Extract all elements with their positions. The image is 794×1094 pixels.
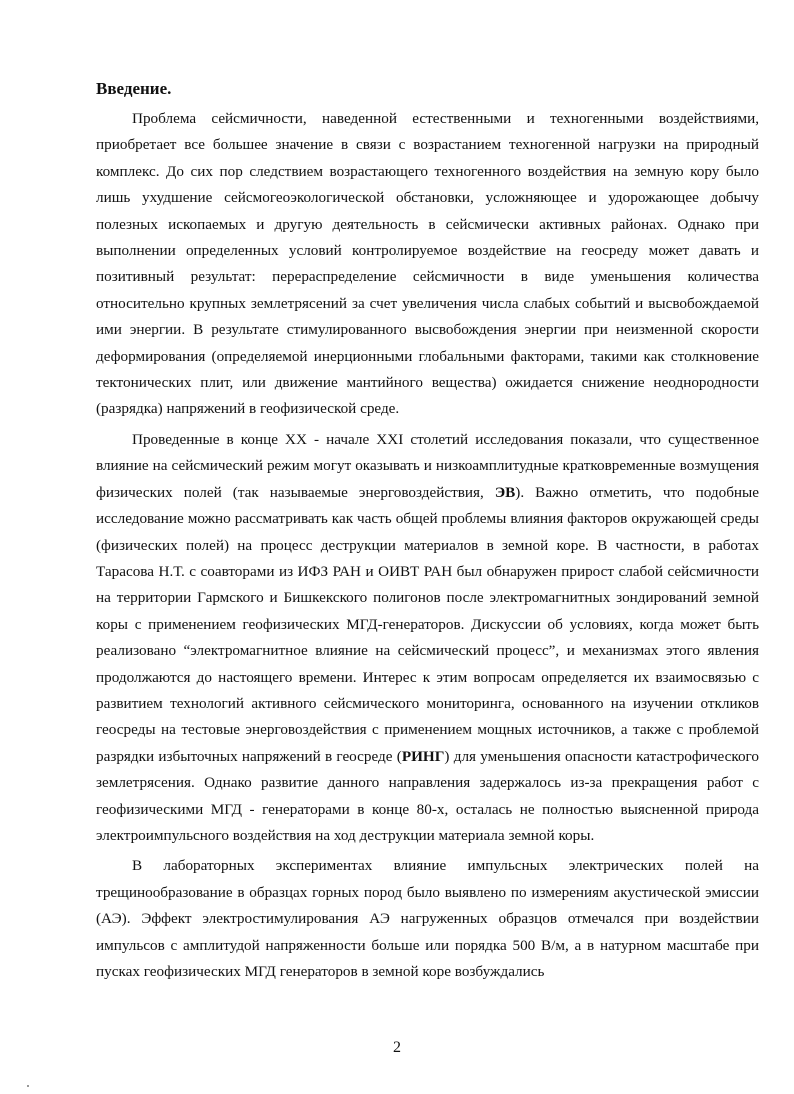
- paragraph-2-text-c: ) для уменьшения опасности катастрофического землетрясения. Однако развитие данного направления задержалось из-за прекращения работ с геофизическими МГД - генераторами в конце 80-х, осталась не полностью выясненной природа электроимпульсного воздействия на ход деструкции материала земной коры.: [96, 747, 760, 844]
- page-number: 2: [393, 1039, 401, 1056]
- paragraph-2: [96, 427, 759, 850]
- document-body: [96, 106, 759, 989]
- scan-speck: [27, 1085, 29, 1087]
- paragraph-2-text-a: Проведенные в конце XX - начале XXI столетий исследования показали, что существенное влияние на сейсмический режим могут оказывать и низкоамплитудные кратковременные возмущения физических полей (так называемые энерговоздействия,: [96, 430, 759, 501]
- paragraph-1-text: Проблема сейсмичности, наведенной естественными и техногенными воздействиями, приобретает все большее значение в связи с возрастанием техногенной нагрузки на природный комплекс. До сих пор следствием возрастающего техногенного воздействия на земную кору было лишь ухудшение сейсмогеоэкологической обстановки, усложняющее и удорожающее добычу полезных ископаемых и другую деятельность в сейсмически активных районах. Однако при выполнении определенных условий контролируемое воздействие на геосреду может давать и позитивный результат: перераспределение сейсмичности в виде уменьшения количества относительно крупных землетрясений за счет увеличения числа слабых событий и высвобождаемой ими энергии. В результате стимулированного высвобождения энергии при неизменной скорости деформирования (определяемой инерционными глобальными факторами, такими как столкновение тектонических плит, или движение мантийного вещества) ожидается снижение неоднородности (разрядка) напряжений в геофизической среде.: [96, 110, 759, 418]
- paragraph-2-text-b: ). Важно отметить, что подобные исследование можно рассматривать как часть общей проблемы влияния факторов окружающей среды (физических полей) на процесс деструкции материалов в земной коре. В частности, в работах Тарасова Н.Т. с соавторами из ИФЗ РАН и ОИВТ РАН был обнаружен прирост слабой сейсмичности на территории Гармского и Бишкекского полигонов после электромагнитных зондирований земной коры с применением геофизических МГД-генераторов. Дискуссии об условиях, когда может быть реализовано “электромагнитное влияние на сейсмический процесс”, и механизмах этого явления продолжаются до настоящего времени. Интерес к этим вопросам определяется их взаимосвязью с развитием технологий активного сейсмического мониторинга, основанного на изучении откликов геосреды на тестовые энерговоздействия с применением мощных источников, а также с проблемой разрядки избыточных напряжений в геосреде (: [96, 483, 759, 765]
- paragraph-3: [96, 853, 759, 985]
- abbr-ev: ЭВ: [494, 483, 516, 501]
- paragraph-1: [96, 106, 759, 423]
- section-heading: Введение.: [96, 79, 172, 98]
- paragraph-3-text: В лабораторных экспериментах влияние импульсных электрических полей на трещинообразование в образцах горных пород было выявлено по измерениям акустической эмиссии (АЭ). Эффект электростимулирования АЭ нагруженных образцов отмечался при воздействии импульсов с амплитудой напряженности больше или порядка 500 В/м, а в натурном масштабе при пусках геофизических МГД генераторов в земной коре возбуждались: [96, 857, 759, 980]
- abbr-ring: РИНГ: [401, 747, 445, 765]
